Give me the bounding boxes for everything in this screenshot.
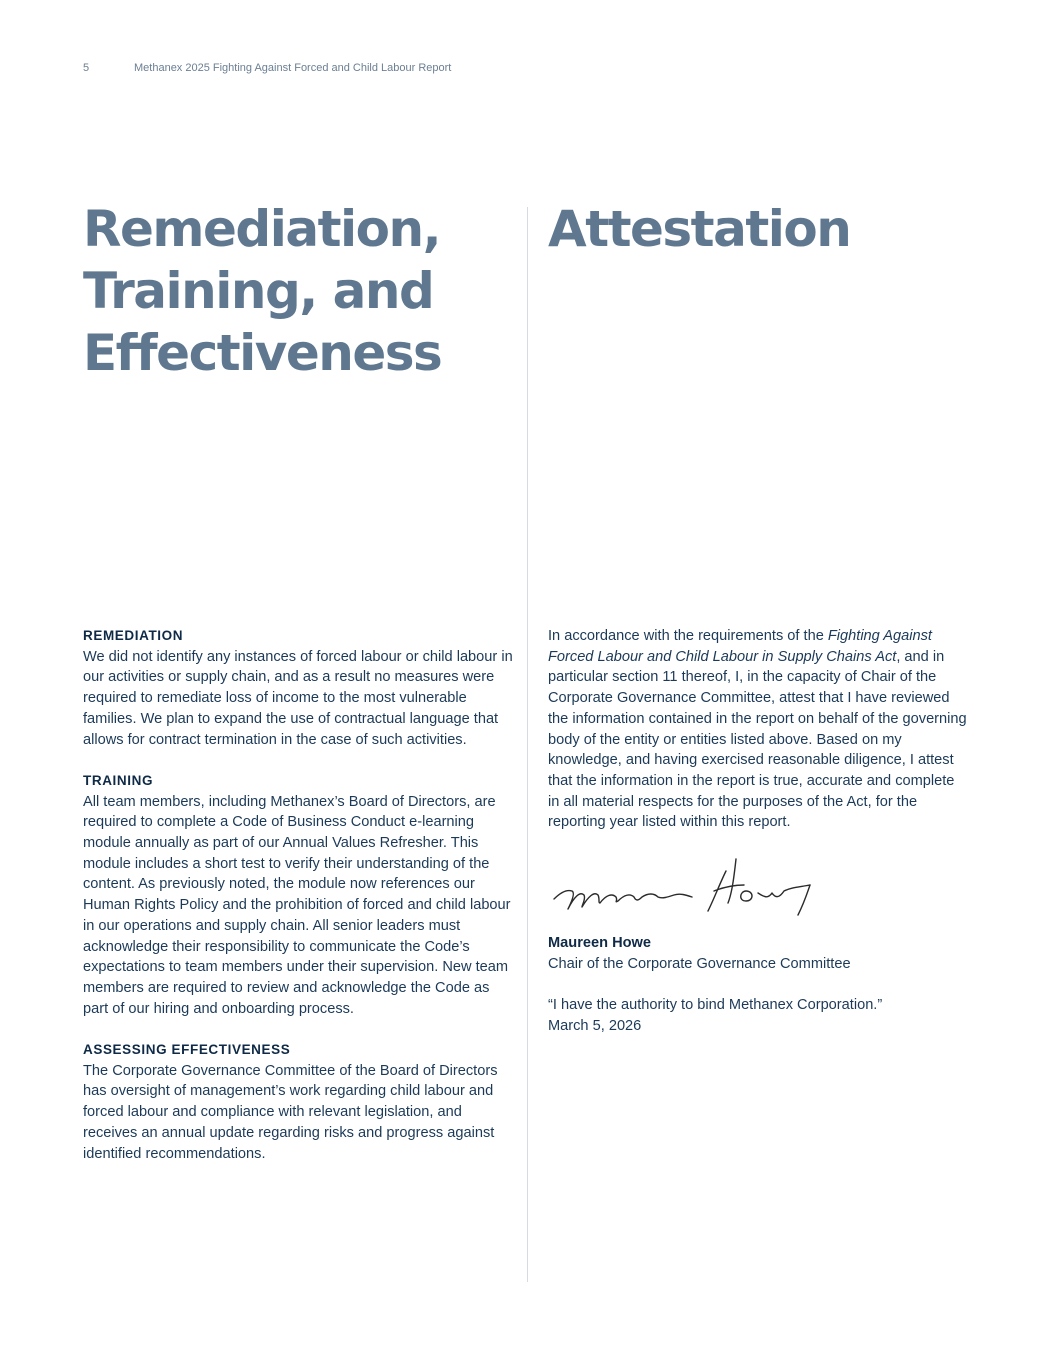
running-header xyxy=(83,62,451,74)
left-heading xyxy=(83,198,513,384)
section-body: The Corporate Governance Committee of the Board of Directors has oversight of management’s work regarding child labour and forced labour and compliance with relevant legislation, and receives an annual update regarding risks and progress against identified recommendations. xyxy=(83,1062,498,1162)
attestation-rest: , and in particular section 11 thereof, I, in the capacity of Chair of the Corporate Governance Committee, attest that I have reviewed the information contained in the report on behalf of the governing body of the entity or entities listed above. Based on my knowledge, and having exercised reasonable diligence, I attest that the information in the report is true, accurate and complete in all material respects for the purposes of the Act, for the reporting year listed within this report. xyxy=(548,648,967,831)
section-title: REMEDIATION xyxy=(83,628,184,643)
section-title: ASSESSING EFFECTIVENESS xyxy=(83,1042,291,1058)
spacer xyxy=(548,974,968,995)
column-divider xyxy=(527,207,528,1282)
left-heading-line: Remediation, xyxy=(83,200,441,258)
signer-name: Maureen Howe xyxy=(548,935,651,952)
left-heading-line: Training, and xyxy=(83,262,434,320)
attestation-intro: In accordance with the requirements of the xyxy=(548,628,828,644)
section-title: TRAINING xyxy=(83,772,154,788)
attestation-date: March 5, 2026 xyxy=(548,1017,642,1034)
section-body: All team members, including Methanex’s Board of Directors, are required to complete a Code of Business Conduct e-learning module annually as part of our Annual Values Refresher. This module includes a short test to verify their understanding of the content. As previously noted, the module now references our Human Rights Policy and the prohibition of forced and child labour in our operations and supply chain. All senior leaders must acknowledge their responsibility to communicate the Code’s expectations to team members under their supervision. New team members are required to review and acknowledge the Code as part of our hiring and onboarding process. xyxy=(83,793,511,1017)
left-heading-line: Effectiveness xyxy=(83,324,442,382)
remediation-section xyxy=(83,626,513,750)
right-heading: Attestation xyxy=(548,200,851,258)
assessing-effectiveness-section xyxy=(83,1040,513,1164)
report-title: Methanex 2025 Fighting Against Forced and Child Labour Report xyxy=(134,62,452,74)
right-column xyxy=(548,626,968,1037)
act-name: Fighting Against Forced Labour and Child Labour in Supply Chains Act xyxy=(548,628,932,665)
signer-title: Chair of the Corporate Governance Committee xyxy=(548,955,851,972)
attestation-paragraph xyxy=(548,626,968,833)
left-column xyxy=(83,626,513,1185)
section-body: We did not identify any instances of forced labour or child labour in our activities or supply chain, and as a result no measures were required to remediate loss of income to the most vulnerable families. We plan to expand the use of contractual language that allows for contract termination in the case of such activities. xyxy=(83,648,513,748)
page-number: 5 xyxy=(83,62,90,74)
authority-statement: “I have the authority to bind Methanex Corporation.” xyxy=(548,997,883,1014)
training-section xyxy=(83,771,513,1019)
handwritten-signature xyxy=(548,853,838,925)
